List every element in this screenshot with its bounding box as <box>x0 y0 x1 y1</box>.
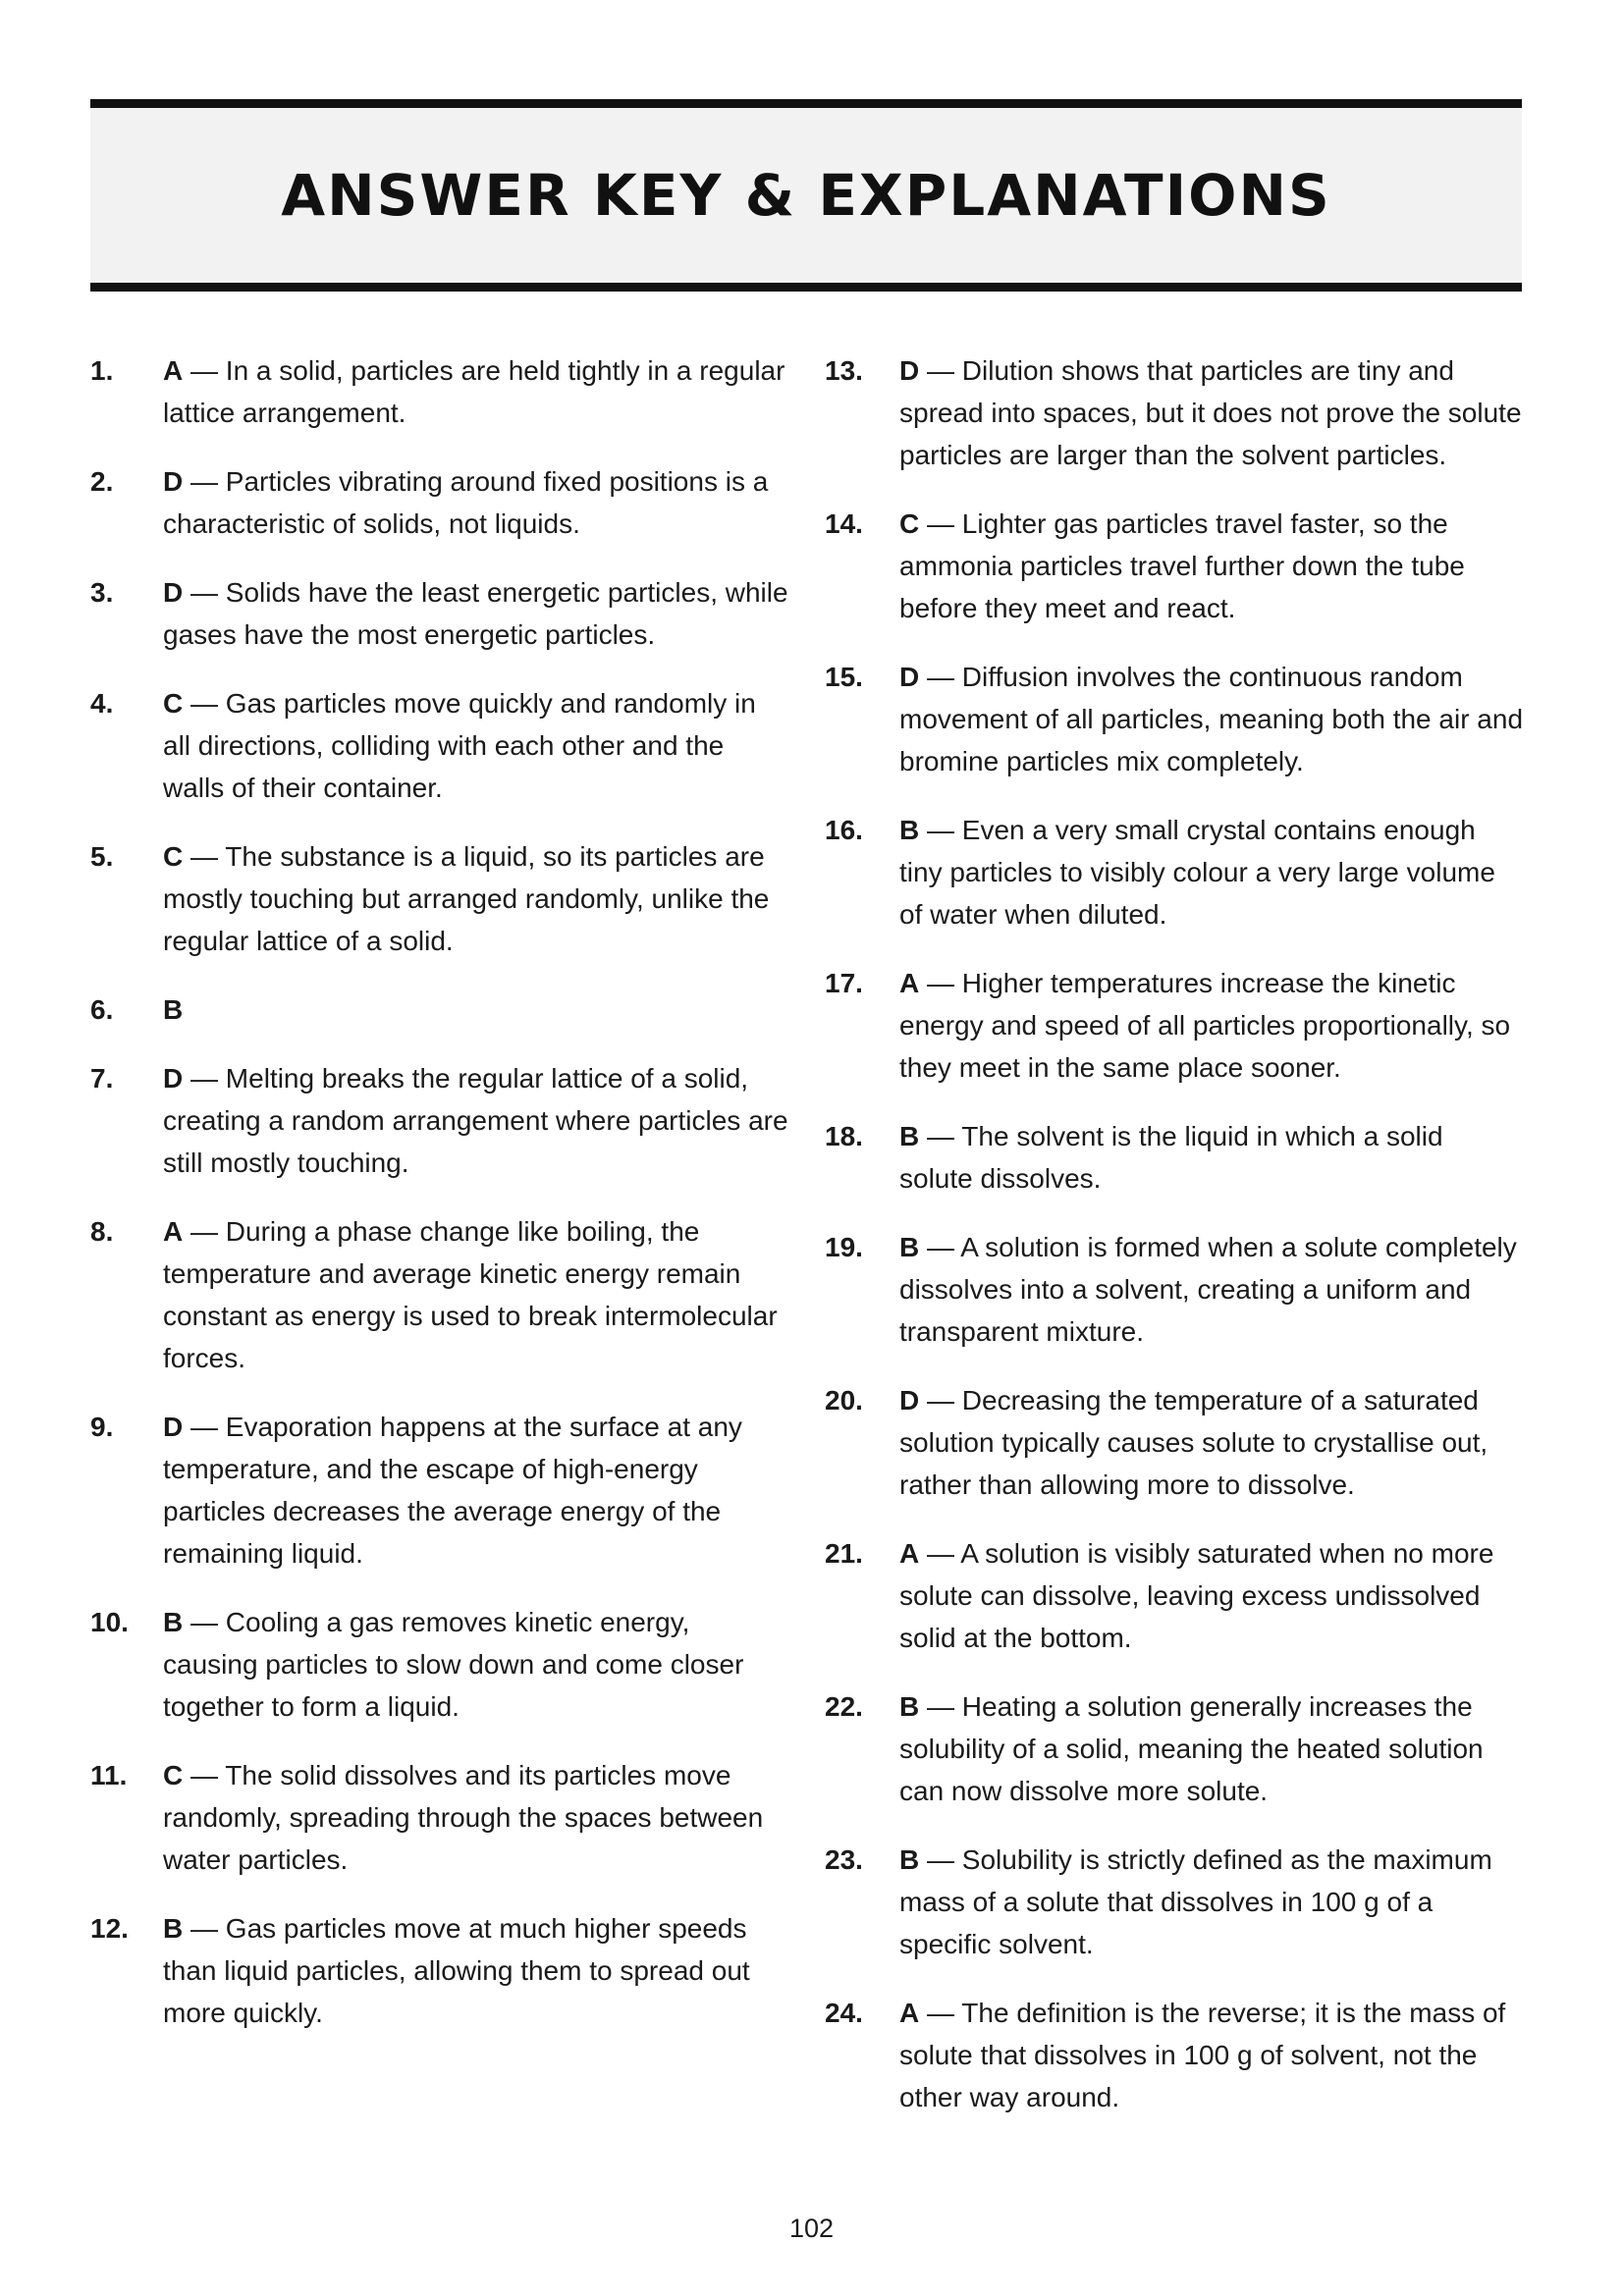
answer-item <box>825 1226 1524 1353</box>
answer-item <box>825 1379 1524 1506</box>
answer-dash: — <box>183 577 226 608</box>
answer-number: 24. <box>825 1998 863 2028</box>
page-title: ANSWER KEY & EXPLANATIONS <box>281 162 1331 229</box>
answer-number: 4. <box>90 688 114 719</box>
answer-dash: — <box>919 662 962 692</box>
answer-explanation: Solids have the least energetic particles, while gases have the most energetic particles. <box>163 577 788 650</box>
answer-item <box>825 349 1524 476</box>
answer-dash: — <box>919 508 962 539</box>
answer-explanation: The solvent is the liquid in which a solid solute dissolves. <box>899 1121 1443 1194</box>
answer-number: 18. <box>825 1121 863 1151</box>
answer-explanation: Heating a solution generally increases the solubility of a solid, meaning the heated solution can now dissolve more solute. <box>899 1691 1484 1806</box>
answer-dash: — <box>919 355 962 386</box>
answer-explanation: A solution is formed when a solute completely dissolves into a solvent, creating a uniform and transparent mixture. <box>899 1232 1517 1347</box>
answer-letter: A <box>899 1538 920 1569</box>
answer-item <box>90 1601 789 1728</box>
page-number: 102 <box>788 2214 835 2243</box>
answer-letter: C <box>899 508 920 539</box>
answer-explanation: Even a very small crystal contains enough tiny particles to visibly colour a very large volume of water when diluted. <box>899 815 1495 930</box>
answer-letter: B <box>163 1913 184 1944</box>
answer-item <box>90 349 789 434</box>
answer-dash: — <box>183 841 226 872</box>
answer-letter: D <box>163 577 184 608</box>
answer-letter: C <box>163 688 184 719</box>
answer-letter: B <box>899 1844 920 1875</box>
answer-dash: — <box>919 1121 962 1151</box>
answer-number: 2. <box>90 466 114 497</box>
answer-explanation: The solid dissolves and its particles move randomly, spreading through the spaces between water particles. <box>163 1760 764 1875</box>
answer-item <box>825 1992 1524 2118</box>
title-banner <box>90 99 1522 292</box>
answer-number: 16. <box>825 815 863 845</box>
answer-letter: C <box>163 841 184 872</box>
answer-letter: A <box>163 355 184 386</box>
answer-number: 1. <box>90 355 114 386</box>
answer-letter: B <box>899 815 920 845</box>
answer-dash: — <box>919 1844 962 1875</box>
answer-letter: A <box>899 968 920 998</box>
answer-item <box>825 962 1524 1089</box>
answer-letter: A <box>163 1216 184 1247</box>
answer-dash: — <box>183 466 226 497</box>
answers-right-column <box>825 349 1524 2145</box>
answer-number: 17. <box>825 968 863 998</box>
answer-number: 20. <box>825 1385 863 1415</box>
answer-letter: B <box>899 1691 920 1722</box>
answer-letter: D <box>163 1412 184 1442</box>
answer-dash: — <box>183 688 226 719</box>
answer-item <box>90 1754 789 1881</box>
answer-item <box>825 809 1524 935</box>
answer-letter: C <box>163 1760 184 1790</box>
answer-dash: — <box>919 1998 962 2028</box>
answer-explanation: During a phase change like boiling, the temperature and average kinetic energy remain constant as energy is used to break intermolecular forces. <box>163 1216 778 1373</box>
answer-explanation: In a solid, particles are held tightly in a regular lattice arrangement. <box>163 355 785 428</box>
answer-explanation: Lighter gas particles travel faster, so the ammonia particles travel further down the tube before they meet and react. <box>899 508 1465 623</box>
answer-explanation: Melting breaks the regular lattice of a solid, creating a random arrangement where particles are still mostly touching. <box>163 1063 788 1178</box>
answer-dash: — <box>183 1412 226 1442</box>
answer-letter: D <box>899 355 920 386</box>
answer-item <box>825 1685 1524 1812</box>
answer-dash: — <box>919 1232 961 1262</box>
answer-number: 23. <box>825 1844 863 1875</box>
answer-dash: — <box>183 1607 226 1637</box>
answer-letter: D <box>899 1385 920 1415</box>
answer-explanation: Cooling a gas removes kinetic energy, causing particles to slow down and come closer together to form a liquid. <box>163 1607 744 1722</box>
answer-letter: B <box>163 994 184 1025</box>
answer-number: 5. <box>90 841 114 872</box>
answer-item <box>90 571 789 656</box>
answer-explanation: Dilution shows that particles are tiny and spread into spaces, but it does not prove the solute particles are larger than the solvent particles. <box>899 355 1522 470</box>
answer-explanation: Solubility is strictly defined as the maximum mass of a solute that dissolves in 100 g of a specific solvent. <box>899 1844 1492 1959</box>
answer-dash: — <box>919 968 962 998</box>
answer-explanation: Gas particles move at much higher speeds than liquid particles, allowing them to spread out more quickly. <box>163 1913 750 2028</box>
answer-letter: B <box>899 1121 920 1151</box>
answer-item <box>90 988 789 1031</box>
answer-number: 9. <box>90 1412 114 1442</box>
answer-item <box>90 460 789 545</box>
answer-explanation: Diffusion involves the continuous random movement of all particles, meaning both the air and bromine particles mix completely. <box>899 662 1524 776</box>
answer-dash: — <box>919 1385 962 1415</box>
answer-number: 14. <box>825 508 863 539</box>
answer-letter: B <box>163 1607 184 1637</box>
answer-letter: B <box>899 1232 920 1262</box>
answer-explanation: Decreasing the temperature of a saturated solution typically causes solute to crystallise out, rather than allowing more to dissolve. <box>899 1385 1488 1500</box>
answer-letter: D <box>163 466 184 497</box>
answer-number: 8. <box>90 1216 114 1247</box>
answer-number: 13. <box>825 355 863 386</box>
answer-dash: — <box>919 1691 962 1722</box>
answer-item <box>90 835 789 962</box>
answer-item <box>90 1057 789 1184</box>
answer-explanation: The substance is a liquid, so its particles are mostly touching but arranged randomly, unlike the regular lattice of a solid. <box>163 841 770 956</box>
answer-dash: — <box>183 1216 226 1247</box>
answer-number: 7. <box>90 1063 114 1094</box>
answer-dash: — <box>919 815 962 845</box>
answer-letter: A <box>899 1998 920 2028</box>
answer-number: 15. <box>825 662 863 692</box>
answer-explanation: Evaporation happens at the surface at any temperature, and the escape of high-energy particles decreases the average energy of the remaining liquid. <box>163 1412 742 1569</box>
answer-number: 6. <box>90 994 114 1025</box>
answer-explanation: The definition is the reverse; it is the mass of solute that dissolves in 100 g of solvent, not the other way around. <box>899 1998 1506 2112</box>
answer-number: 21. <box>825 1538 863 1569</box>
answer-dash: — <box>183 355 226 386</box>
answer-explanation: Higher temperatures increase the kinetic energy and speed of all particles proportionally, so they meet in the same place sooner. <box>899 968 1511 1083</box>
answer-item <box>825 1839 1524 1965</box>
answer-item <box>90 1210 789 1379</box>
answer-number: 22. <box>825 1691 863 1722</box>
answer-dash: — <box>183 1760 226 1790</box>
answer-explanation: A solution is visibly saturated when no more solute can dissolve, leaving excess undissolved solid at the bottom. <box>899 1538 1494 1653</box>
answer-letter: D <box>163 1063 184 1094</box>
answer-number: 12. <box>90 1913 129 1944</box>
answer-item <box>90 1406 789 1575</box>
answer-item <box>90 682 789 809</box>
answer-explanation: Particles vibrating around fixed positions is a characteristic of solids, not liquids. <box>163 466 769 539</box>
answer-dash: — <box>919 1538 961 1569</box>
answer-item <box>825 656 1524 782</box>
answer-item <box>825 1532 1524 1659</box>
answer-item <box>825 1115 1524 1200</box>
answer-number: 19. <box>825 1232 863 1262</box>
answer-item <box>825 503 1524 629</box>
answer-number: 3. <box>90 577 114 608</box>
answer-number: 11. <box>90 1760 128 1790</box>
answer-dash: — <box>183 1913 226 1944</box>
answer-letter: D <box>899 662 920 692</box>
answers-left-column <box>90 349 789 2060</box>
answer-item <box>90 1907 789 2034</box>
answer-explanation: Gas particles move quickly and randomly in all directions, colliding with each other and the walls of their container. <box>163 688 756 803</box>
answer-number: 10. <box>90 1607 129 1637</box>
answer-dash: — <box>183 1063 226 1094</box>
